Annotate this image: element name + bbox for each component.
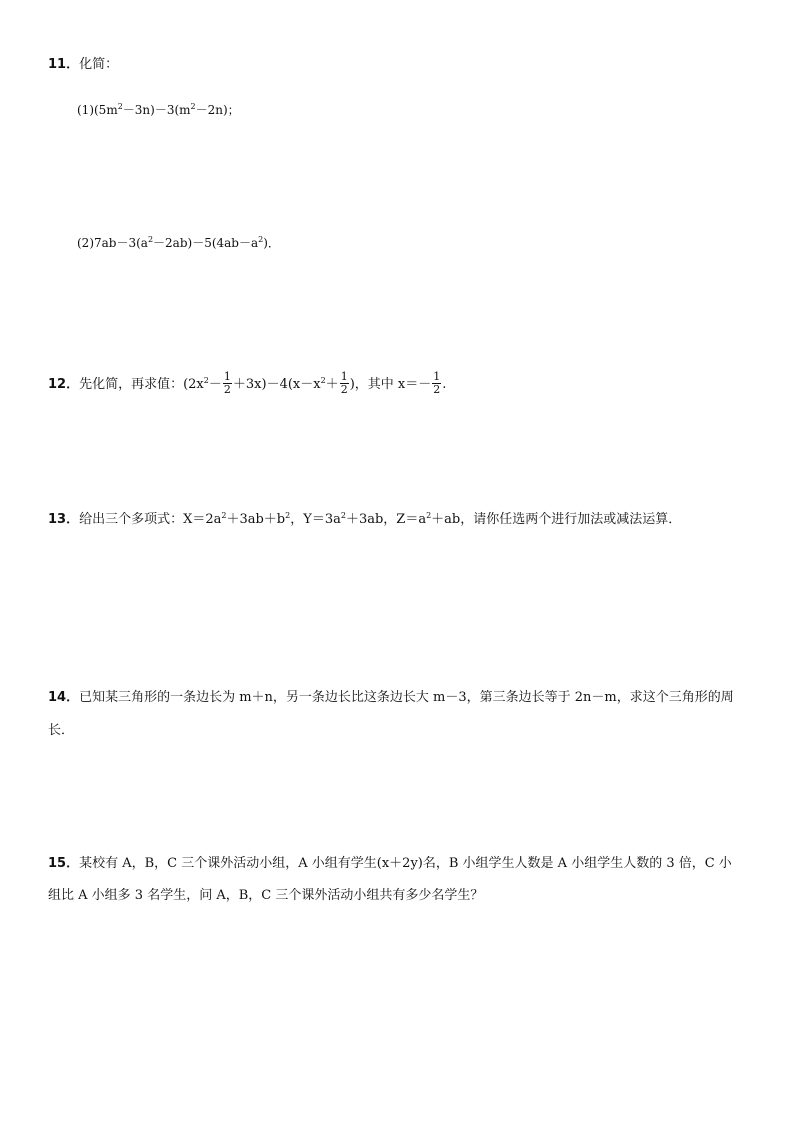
question-11 (48, 56, 118, 74)
question-13: 13．给出三个多项式：$X=2a^2+3ab+b^2$，$Y=3a^2+3ab$，$Z=a^2+ab$，请你任选两个进行加法或减法运算． (48, 511, 682, 527)
question-number: 13． (48, 512, 80, 527)
question-15: 15．某校有 A，B，C 三个课外活动小组，A 小组有学生(x＋2y)名，B 小组学生人数是 A 小组学生人数的 3 倍，C 小 (48, 856, 732, 871)
question-12: 12．先化简，再求值：($2x^2-$ $\frac{1}{2}$ $+3x)-4(x-x^2+$ $\frac{1}{2}$ )，其中 x＝－ $\frac{1}{2}$ . (48, 370, 447, 396)
question-15-line-2: 组比 A 小组多 3 名学生，问 A，B，C 三个课外活动小组共有多少名学生？ (48, 888, 484, 903)
question-number: 11． (48, 57, 80, 72)
fraction: $\frac{1}{2}$ (340, 370, 348, 396)
question-text: 化简： (79, 57, 119, 72)
fraction: $\frac{1}{2}$ (433, 370, 441, 396)
fraction: $\frac{1}{2}$ (223, 370, 231, 396)
question-number: 14． (48, 690, 80, 705)
question-number: 15． (48, 856, 80, 871)
question-11-part-1: $(1)(5m^2-3n)-3(m^2-2n)$； (77, 102, 240, 117)
question-14: 14．已知某三角形的一条边长为 m＋n，另一条边长比这条边长大 m－3，第三条边长等于 2n－m，求这个三角形的周 (48, 690, 734, 705)
question-14-line-2: 长． (48, 723, 75, 738)
question-number: 12． (48, 377, 80, 392)
question-11-part-2: $(2)7ab-3(a^2-2ab)-5(4ab-a^2)$． (77, 235, 280, 250)
